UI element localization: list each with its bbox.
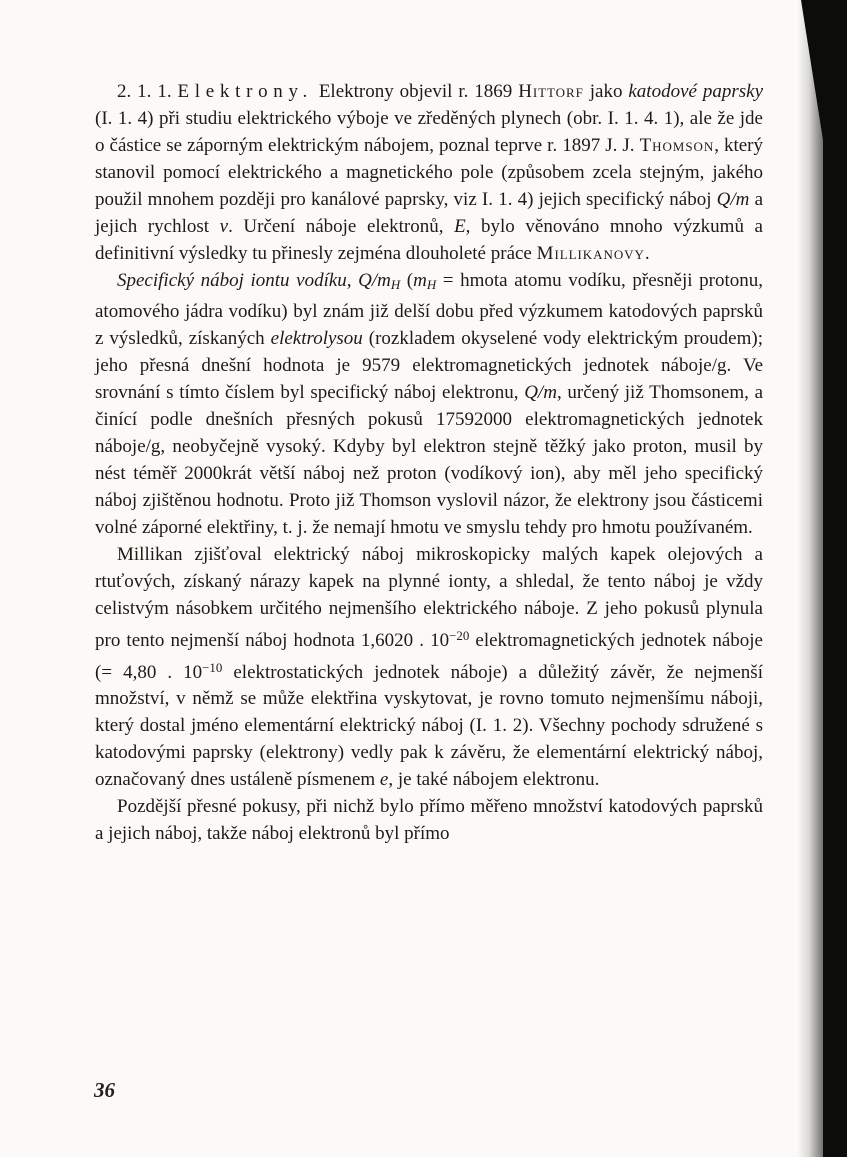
text-segment: Specifický náboj iontu vodíku, Q/m	[117, 270, 391, 291]
text-segment: = hmota atomu vodíku, přesněji protonu, atomového jádra vodíku) byl znám již delší dobu před výzkumem katodových paprsků z výsledků, získaných	[95, 270, 764, 349]
text-segment: e	[379, 769, 389, 791]
paragraph	[95, 267, 763, 541]
text-segment: elektrolysou	[270, 327, 363, 349]
text-segment: Hittorf	[518, 81, 584, 102]
paragraph	[95, 78, 763, 267]
text-segment: (rozkladem okyselené vody elektrickým proudem); jeho přesná dnešní hodnota je 9579 elektromagnetických jednotek náboje/g. Ve srovnání s tímto číslem byl specifický náboj elektronu,	[95, 327, 763, 403]
text-segment: Q/m	[524, 381, 557, 403]
text-segment: . Určení náboje elektronů,	[228, 216, 455, 237]
text-segment: katodové paprsky	[628, 81, 763, 102]
text-segment: elektromagnetických jednotek náboje (= 4,80 . 10	[95, 629, 763, 683]
text-segment: Elektrony.	[177, 81, 313, 102]
text-segment: Thomson	[639, 135, 715, 156]
text-segment: jako	[583, 81, 629, 102]
text-segment: elektrostatických jednotek náboje) a důležitý závěr, že nejmenší množství, v němž se může elektřina vyskytovat, je rovno tomuto nejmenšímu náboji, který dostal jméno elementární elektrický náboj (I. 1. 2). Všechny pochody sdružené s katodovými paprsky (elektrony) vedly pak k závěru, že elementární elektrický náboj, označovaný dnes ustáleně písmenem	[95, 661, 763, 791]
text-segment: −10	[202, 659, 223, 675]
text-segment: Pozdější přesné pokusy, při nichž bylo přímo měřeno množství katodových paprsků a jejich náboj, takže náboj elektronů byl přímo	[95, 796, 763, 845]
text-segment: Elektrony objevil r. 1869	[312, 81, 519, 102]
text-segment: H	[390, 276, 401, 292]
text-segment: , bylo věnováno mnoho výzkumů a definitivní výsledky tu přinesly zejména dlouholeté práce	[95, 216, 763, 264]
text-segment: (I. 1. 4) při studiu elektrického výboje ve zředěných plynech (obr. I. 1. 4. 1), ale že jde o částice se záporným elektrickým nábojem, poznal teprve r. 1897 J. J.	[95, 108, 763, 156]
text-segment: , který stanovil pomocí elektrického a magnetického pole (způsobem zcela stejným, jakého použil mnohem později pro kanálové paprsky, viz I. 1. 4) jejich specifický náboj	[95, 135, 763, 210]
text-segment: Millikanovy	[536, 243, 645, 264]
text-segment: Q/m	[716, 189, 750, 210]
text-segment: E	[454, 216, 466, 237]
text-segment: a jejich rychlost	[95, 189, 764, 237]
text-segment: H	[426, 276, 437, 292]
text-segment: , určený již Thomsonem, a činící podle dnešních přesných pokusů 17592000 elektromagnetických jednotek náboje/g, neobyčejně vysoký. Kdyby byl elektron stejně těžký jako proton, musil by nést téměř 2000krát větší náboj než proton (vodíkový ion), aby měl jeho specifický náboj zjištěnou hodnotu. Proto již Thomson vyslovil názor, že elektrony jsou částicemi volné záporné elektřiny, t. j. že nemají hmotu ve smyslu tehdy pro hmotu používaném.	[95, 381, 763, 538]
text-segment: 2. 1. 1.	[117, 81, 178, 102]
text-segment: −20	[449, 627, 470, 643]
paragraph	[95, 793, 763, 847]
text-block	[95, 78, 763, 847]
text-segment: .	[644, 243, 650, 264]
page-number: 36	[94, 1078, 115, 1102]
text-segment: v	[219, 216, 229, 237]
scan-shadow	[797, 0, 823, 1157]
text-segment: Millikan zjišťoval elektrický náboj mikroskopicky malých kapek olejových a rtuťových, získaný nárazy kapek na plynné ionty, a shledal, že tento náboj je vždy celistvým násobkem určitého nejmenšího elektrického náboje. Z jeho pokusů plynula pro tento nejmenší náboj hodnota 1,6020 . 10	[95, 543, 763, 651]
scan-edge	[823, 0, 847, 1157]
paragraph	[95, 541, 763, 794]
text-segment: (	[400, 270, 414, 291]
text-segment: , je také nábojem elektronu.	[388, 769, 600, 791]
text-segment: m	[413, 270, 427, 291]
